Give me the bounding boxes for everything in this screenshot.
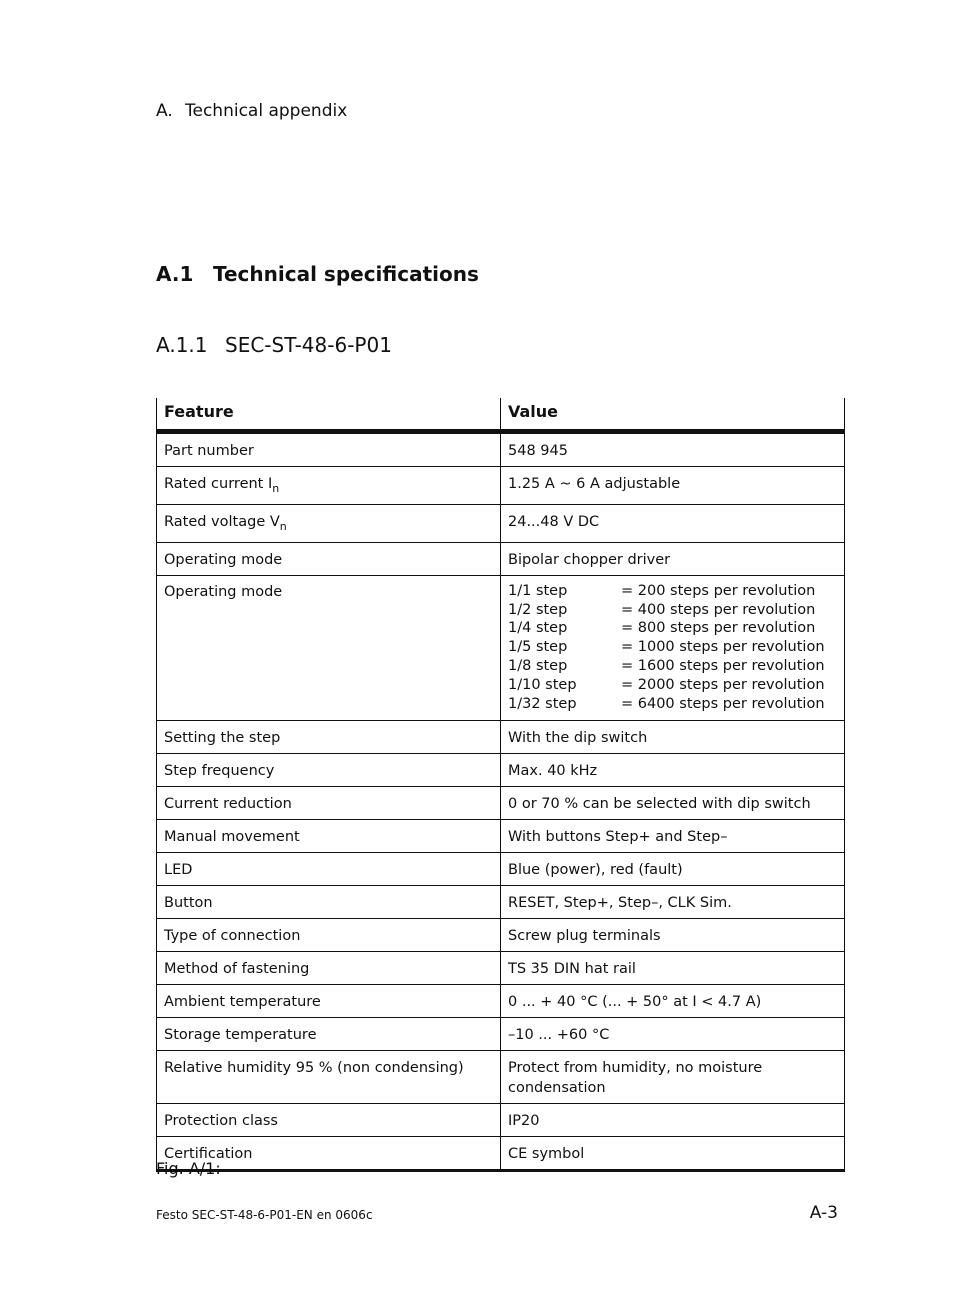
step-resolution: = 2000 steps per revolution bbox=[621, 676, 825, 693]
value-cell: Blue (power), red (fault) bbox=[501, 853, 845, 886]
spec-table bbox=[156, 398, 845, 1172]
feature-label: Operating mode bbox=[164, 551, 283, 568]
value-cell: 24...48 V DC bbox=[501, 504, 845, 542]
table-row bbox=[157, 820, 845, 853]
column-header-feature: Feature bbox=[157, 398, 501, 432]
feature-cell bbox=[157, 467, 501, 505]
feature-label: Storage temperature bbox=[164, 1027, 317, 1044]
feature-subscript: n bbox=[279, 519, 287, 533]
step-mode: 1/5 step bbox=[508, 639, 568, 656]
step-resolution: = 1000 steps per revolution bbox=[621, 639, 825, 656]
table-row bbox=[157, 853, 845, 886]
table-row bbox=[157, 467, 845, 505]
table-row bbox=[157, 504, 845, 542]
feature-label: Operating mode bbox=[164, 583, 283, 600]
column-header-value: Value bbox=[501, 398, 845, 432]
feature-label: Method of fastening bbox=[164, 961, 310, 978]
feature-cell bbox=[157, 754, 501, 787]
step-mode: 1/8 step bbox=[508, 657, 568, 674]
step-resolution: = 6400 steps per revolution bbox=[621, 695, 825, 712]
table-row bbox=[157, 575, 845, 721]
feature-cell bbox=[157, 919, 501, 952]
figure-caption: Fig. A/1: bbox=[156, 1159, 221, 1178]
table-row bbox=[157, 754, 845, 787]
feature-cell bbox=[157, 886, 501, 919]
feature-cell bbox=[157, 985, 501, 1018]
subsection-number: A.1.1 bbox=[156, 333, 208, 357]
feature-cell bbox=[157, 1051, 501, 1104]
value-cell: With the dip switch bbox=[501, 721, 845, 754]
feature-cell bbox=[157, 542, 501, 575]
value-cell: With buttons Step+ and Step– bbox=[501, 820, 845, 853]
step-mode: 1/1 step bbox=[508, 582, 568, 599]
feature-label: Setting the step bbox=[164, 730, 281, 747]
spec-table-body bbox=[157, 432, 845, 1171]
value-cell: IP20 bbox=[501, 1104, 845, 1137]
table-row bbox=[157, 721, 845, 754]
table-row bbox=[157, 886, 845, 919]
table-row bbox=[157, 542, 845, 575]
value-cell: 548 945 bbox=[501, 432, 845, 467]
feature-label: LED bbox=[164, 862, 193, 879]
table-header-row bbox=[157, 398, 845, 432]
feature-label: Rated current I bbox=[164, 476, 273, 492]
feature-label: Type of connection bbox=[164, 928, 301, 945]
feature-label: Current reduction bbox=[164, 796, 292, 813]
feature-label: Step frequency bbox=[164, 763, 275, 780]
step-resolution: = 400 steps per revolution bbox=[621, 601, 816, 618]
feature-label: Protection class bbox=[164, 1113, 278, 1130]
value-cell: 0 or 70 % can be selected with dip switch bbox=[501, 787, 845, 820]
feature-label: Certification bbox=[164, 1146, 253, 1163]
step-mode: 1/2 step bbox=[508, 601, 568, 618]
value-cell: Screw plug terminals bbox=[501, 919, 845, 952]
step-mode: 1/4 step bbox=[508, 620, 568, 637]
step-mode: 1/32 step bbox=[508, 695, 577, 712]
feature-label: Button bbox=[164, 895, 213, 912]
subsection-heading bbox=[156, 333, 392, 357]
feature-label: Ambient temperature bbox=[164, 994, 321, 1011]
feature-cell bbox=[157, 853, 501, 886]
feature-cell bbox=[157, 1018, 501, 1051]
footer-text: Festo SEC-ST-48-6-P01-EN en 0606c bbox=[156, 1208, 373, 1222]
feature-label: Part number bbox=[164, 443, 254, 459]
feature-cell bbox=[157, 952, 501, 985]
value-cell: CE symbol bbox=[501, 1137, 845, 1171]
feature-cell bbox=[157, 1104, 501, 1137]
step-mode: 1/10 step bbox=[508, 676, 577, 693]
table-row bbox=[157, 919, 845, 952]
value-cell: Bipolar chopper driver bbox=[501, 542, 845, 575]
chapter-number: A. bbox=[156, 101, 173, 121]
step-mode-list bbox=[508, 582, 837, 714]
table-row bbox=[157, 1104, 845, 1137]
value-cell: Protect from humidity, no moisture condensation bbox=[501, 1051, 845, 1104]
feature-cell bbox=[157, 575, 501, 721]
value-cell: –10 ... +60 °C bbox=[501, 1018, 845, 1051]
subsection-title: SEC-ST-48-6-P01 bbox=[225, 333, 392, 357]
section-heading bbox=[156, 262, 479, 286]
feature-label: Manual movement bbox=[164, 829, 300, 846]
value-cell: RESET, Step+, Step–, CLK Sim. bbox=[501, 886, 845, 919]
feature-cell bbox=[157, 820, 501, 853]
feature-label: Rated voltage V bbox=[164, 513, 280, 530]
value-cell: Max. 40 kHz bbox=[501, 754, 845, 787]
table-row bbox=[157, 1137, 845, 1171]
feature-subscript: n bbox=[272, 481, 280, 495]
feature-cell bbox=[157, 432, 501, 467]
value-cell: 1.25 A ~ 6 A adjustable bbox=[501, 467, 845, 505]
feature-cell bbox=[157, 787, 501, 820]
step-resolution: = 800 steps per revolution bbox=[621, 620, 816, 637]
chapter-header bbox=[156, 101, 347, 121]
value-cell: TS 35 DIN hat rail bbox=[501, 952, 845, 985]
value-cell: 0 ... + 40 °C (... + 50° at I < 4.7 A) bbox=[501, 985, 845, 1018]
feature-label: Relative humidity 95 % (non condensing) bbox=[164, 1060, 464, 1077]
chapter-title: Technical appendix bbox=[185, 101, 348, 121]
section-title: Technical specifications bbox=[213, 262, 479, 286]
value-cell bbox=[501, 575, 845, 721]
table-row bbox=[157, 952, 845, 985]
table-row bbox=[157, 787, 845, 820]
table-row bbox=[157, 1018, 845, 1051]
table-row bbox=[157, 985, 845, 1018]
page-number: A-3 bbox=[809, 1203, 838, 1223]
step-resolution: = 200 steps per revolution bbox=[621, 582, 816, 599]
feature-cell bbox=[157, 721, 501, 754]
step-resolution: = 1600 steps per revolution bbox=[621, 657, 825, 674]
table-row bbox=[157, 432, 845, 467]
feature-cell bbox=[157, 504, 501, 542]
section-number: A.1 bbox=[156, 262, 194, 286]
table-row bbox=[157, 1051, 845, 1104]
